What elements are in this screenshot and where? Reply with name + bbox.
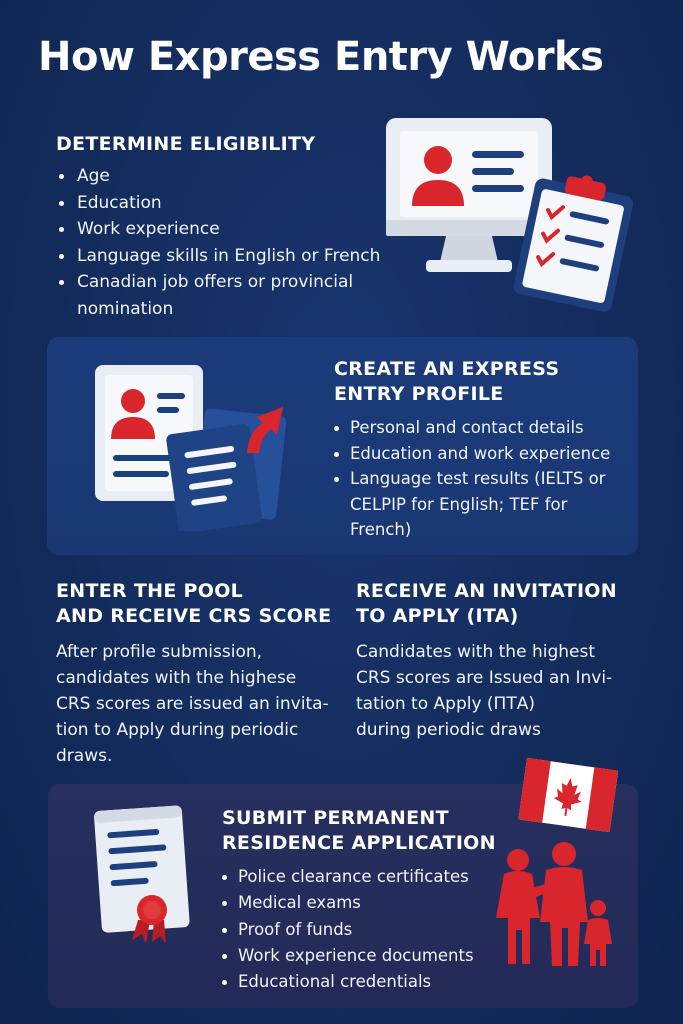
section-receive-ita (356, 579, 656, 743)
section-eligibility (56, 132, 406, 322)
page-title: How Express Entry Works (38, 34, 604, 80)
canada-flag-icon (516, 754, 620, 840)
receive-ita-text: Candidates with the highest CRS scores are Issued an Invi- tation to Apply (ПТА) during periodic draws (356, 642, 613, 740)
eligibility-list (56, 163, 406, 322)
list-item: Medical exams (222, 890, 522, 916)
list-item: Language test results (IELTS or CELPIP for English; TEF for French) (334, 466, 612, 543)
list-item: Language skills in English or French (56, 243, 406, 270)
submit-pr-heading: SUBMIT PERMANENT RESIDENCE APPLICATION (222, 807, 496, 854)
section-create-profile (47, 337, 638, 555)
create-profile-list (334, 415, 634, 543)
create-profile-heading: CREATE AN EXPRESS ENTRY PROFILE (334, 358, 560, 405)
list-item: Proof of funds (222, 917, 522, 943)
list-item: Police clearance certificates (222, 864, 522, 890)
clipboard-checklist-icon (510, 172, 636, 312)
enter-pool-heading: ENTER THE POOL AND RECEIVE CRS SCORE (56, 580, 332, 627)
list-item: Educational credentials (222, 969, 522, 995)
family-icon (486, 838, 626, 970)
eligibility-heading: DETERMINE ELIGIBILITY (56, 133, 316, 155)
list-item: Age (56, 163, 406, 190)
submit-pr-list (222, 864, 522, 995)
list-item: Education and work experience (334, 441, 634, 467)
enter-pool-text: After profile submission, candidates with the highese CRS scores are issued an invita- tion to Apply during periodic draws. (56, 642, 329, 766)
list-item: Work experience documents (222, 943, 522, 969)
list-item: Work experience (56, 216, 406, 243)
list-item: Canadian job offers or provincial nomination (56, 269, 377, 322)
section-enter-pool (56, 579, 346, 769)
list-item: Personal and contact details (334, 415, 634, 441)
receive-ita-heading: RECEIVE AN INVITATION TO APPLY (ITA) (356, 580, 617, 627)
list-item: Education (56, 190, 406, 217)
certificate-icon (88, 802, 198, 942)
upload-arrow-icon (237, 397, 287, 457)
